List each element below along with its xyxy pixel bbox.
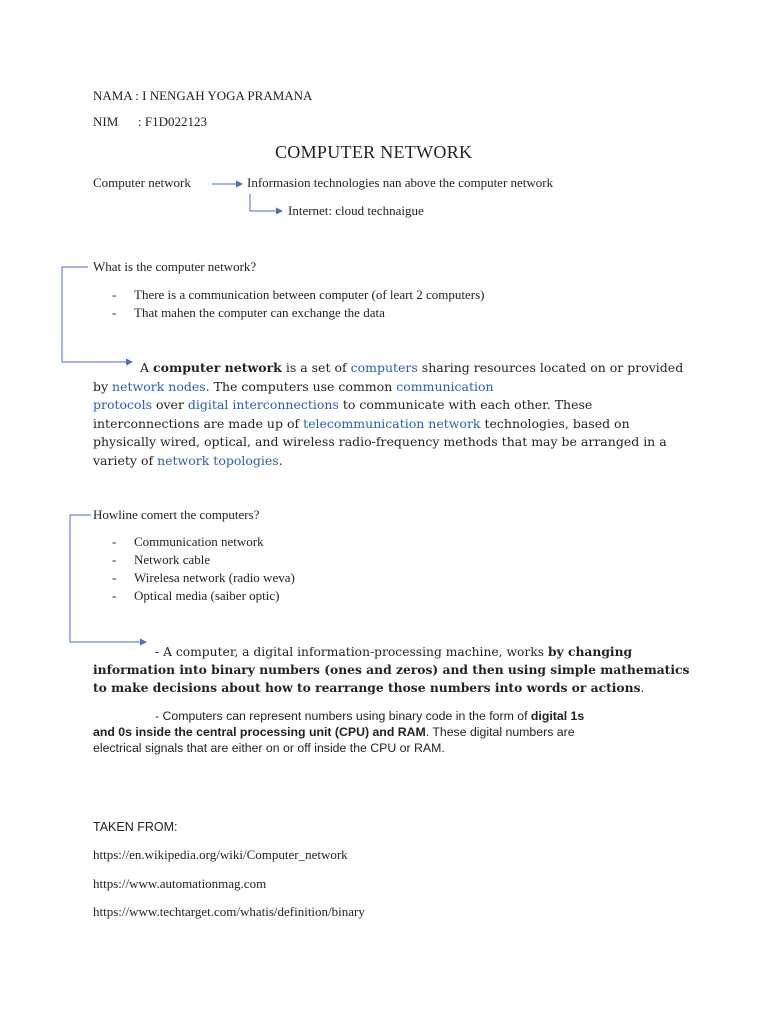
paragraph-binary-processing: - A computer, a digital information-processing machine, works by changing information into binary numbers (ones and zeros) and then using simple mathematics to make decisions about how to rearrange those numbers into words or actions. — [93, 644, 690, 695]
list-item: Optical media (saiber optic) — [134, 588, 280, 603]
link-communication[interactable]: communication — [396, 378, 494, 394]
student-name: NAMA : I NENGAH YOGA PRAMANA — [93, 88, 313, 103]
list-item: Wirelesa network (radio weva) — [134, 570, 295, 585]
page-title: COMPUTER NETWORK — [275, 142, 473, 162]
paragraph-binary-code: - Computers can represent numbers using binary code in the form of digital 1s and 0s inside the central processing unit (CPU) and RAM. These digital numbers are electrical signals that are either on or off inside the CPU or RAM. — [93, 709, 585, 755]
list-item: There is a communication between computer (of leart 2 computers) — [134, 287, 485, 302]
link-computers[interactable]: computers — [350, 360, 418, 375]
list-bullet: - — [112, 570, 117, 585]
diagram-branch1: Informasion technologies nan above the computer network — [247, 175, 554, 190]
source-url[interactable]: https://www.techtarget.com/whatis/definition/binary — [93, 904, 365, 919]
link-telecommunication-network[interactable]: telecommunication network — [303, 415, 481, 431]
link-digital-interconnections[interactable]: digital interconnections — [187, 397, 339, 412]
list-item: That mahen the computer can exchange the data — [134, 305, 385, 320]
list-item: Network cable — [134, 552, 211, 567]
source-url[interactable]: https://www.automationmag.com — [93, 876, 267, 891]
list-bullet: - — [112, 305, 117, 320]
bracket-section1 — [62, 267, 132, 362]
source-url[interactable]: https://en.wikipedia.org/wiki/Computer_network — [93, 847, 348, 862]
diagram-root: Computer network — [93, 175, 191, 190]
student-nim-value: : F1D022123 — [138, 114, 207, 129]
student-nim-label: NIM — [93, 114, 119, 129]
link-network-topologies[interactable]: network topologies — [157, 452, 279, 468]
link-network-nodes[interactable]: network nodes — [112, 378, 206, 394]
list-bullet: - — [112, 287, 117, 302]
list-bullet: - — [112, 534, 117, 549]
list-bullet: - — [112, 552, 117, 567]
diagram-branch2: Internet: cloud technaigue — [288, 203, 424, 218]
sources-label: TAKEN FROM: — [93, 820, 178, 834]
term-computer-network: computer network — [153, 360, 282, 375]
section1-question: What is the computer network? — [93, 259, 257, 274]
link-protocols[interactable]: protocols — [93, 397, 152, 412]
section2-question: Howline comert the computers? — [93, 507, 260, 522]
arrow-to-branch2 — [250, 194, 282, 211]
paragraph-definition: A computer network is a set of computers sharing resources located on or provided by network nodes. The computers use common communication protocols over digital interconnections to communicate with each other. These interconnections are made up of telecommunication network technologies, based on physically wired, optical, and wireless radio-frequency methods that may be arranged in a variety of network topologies. — [93, 360, 684, 468]
list-bullet: - — [112, 588, 117, 603]
list-item: Communication network — [134, 534, 264, 549]
